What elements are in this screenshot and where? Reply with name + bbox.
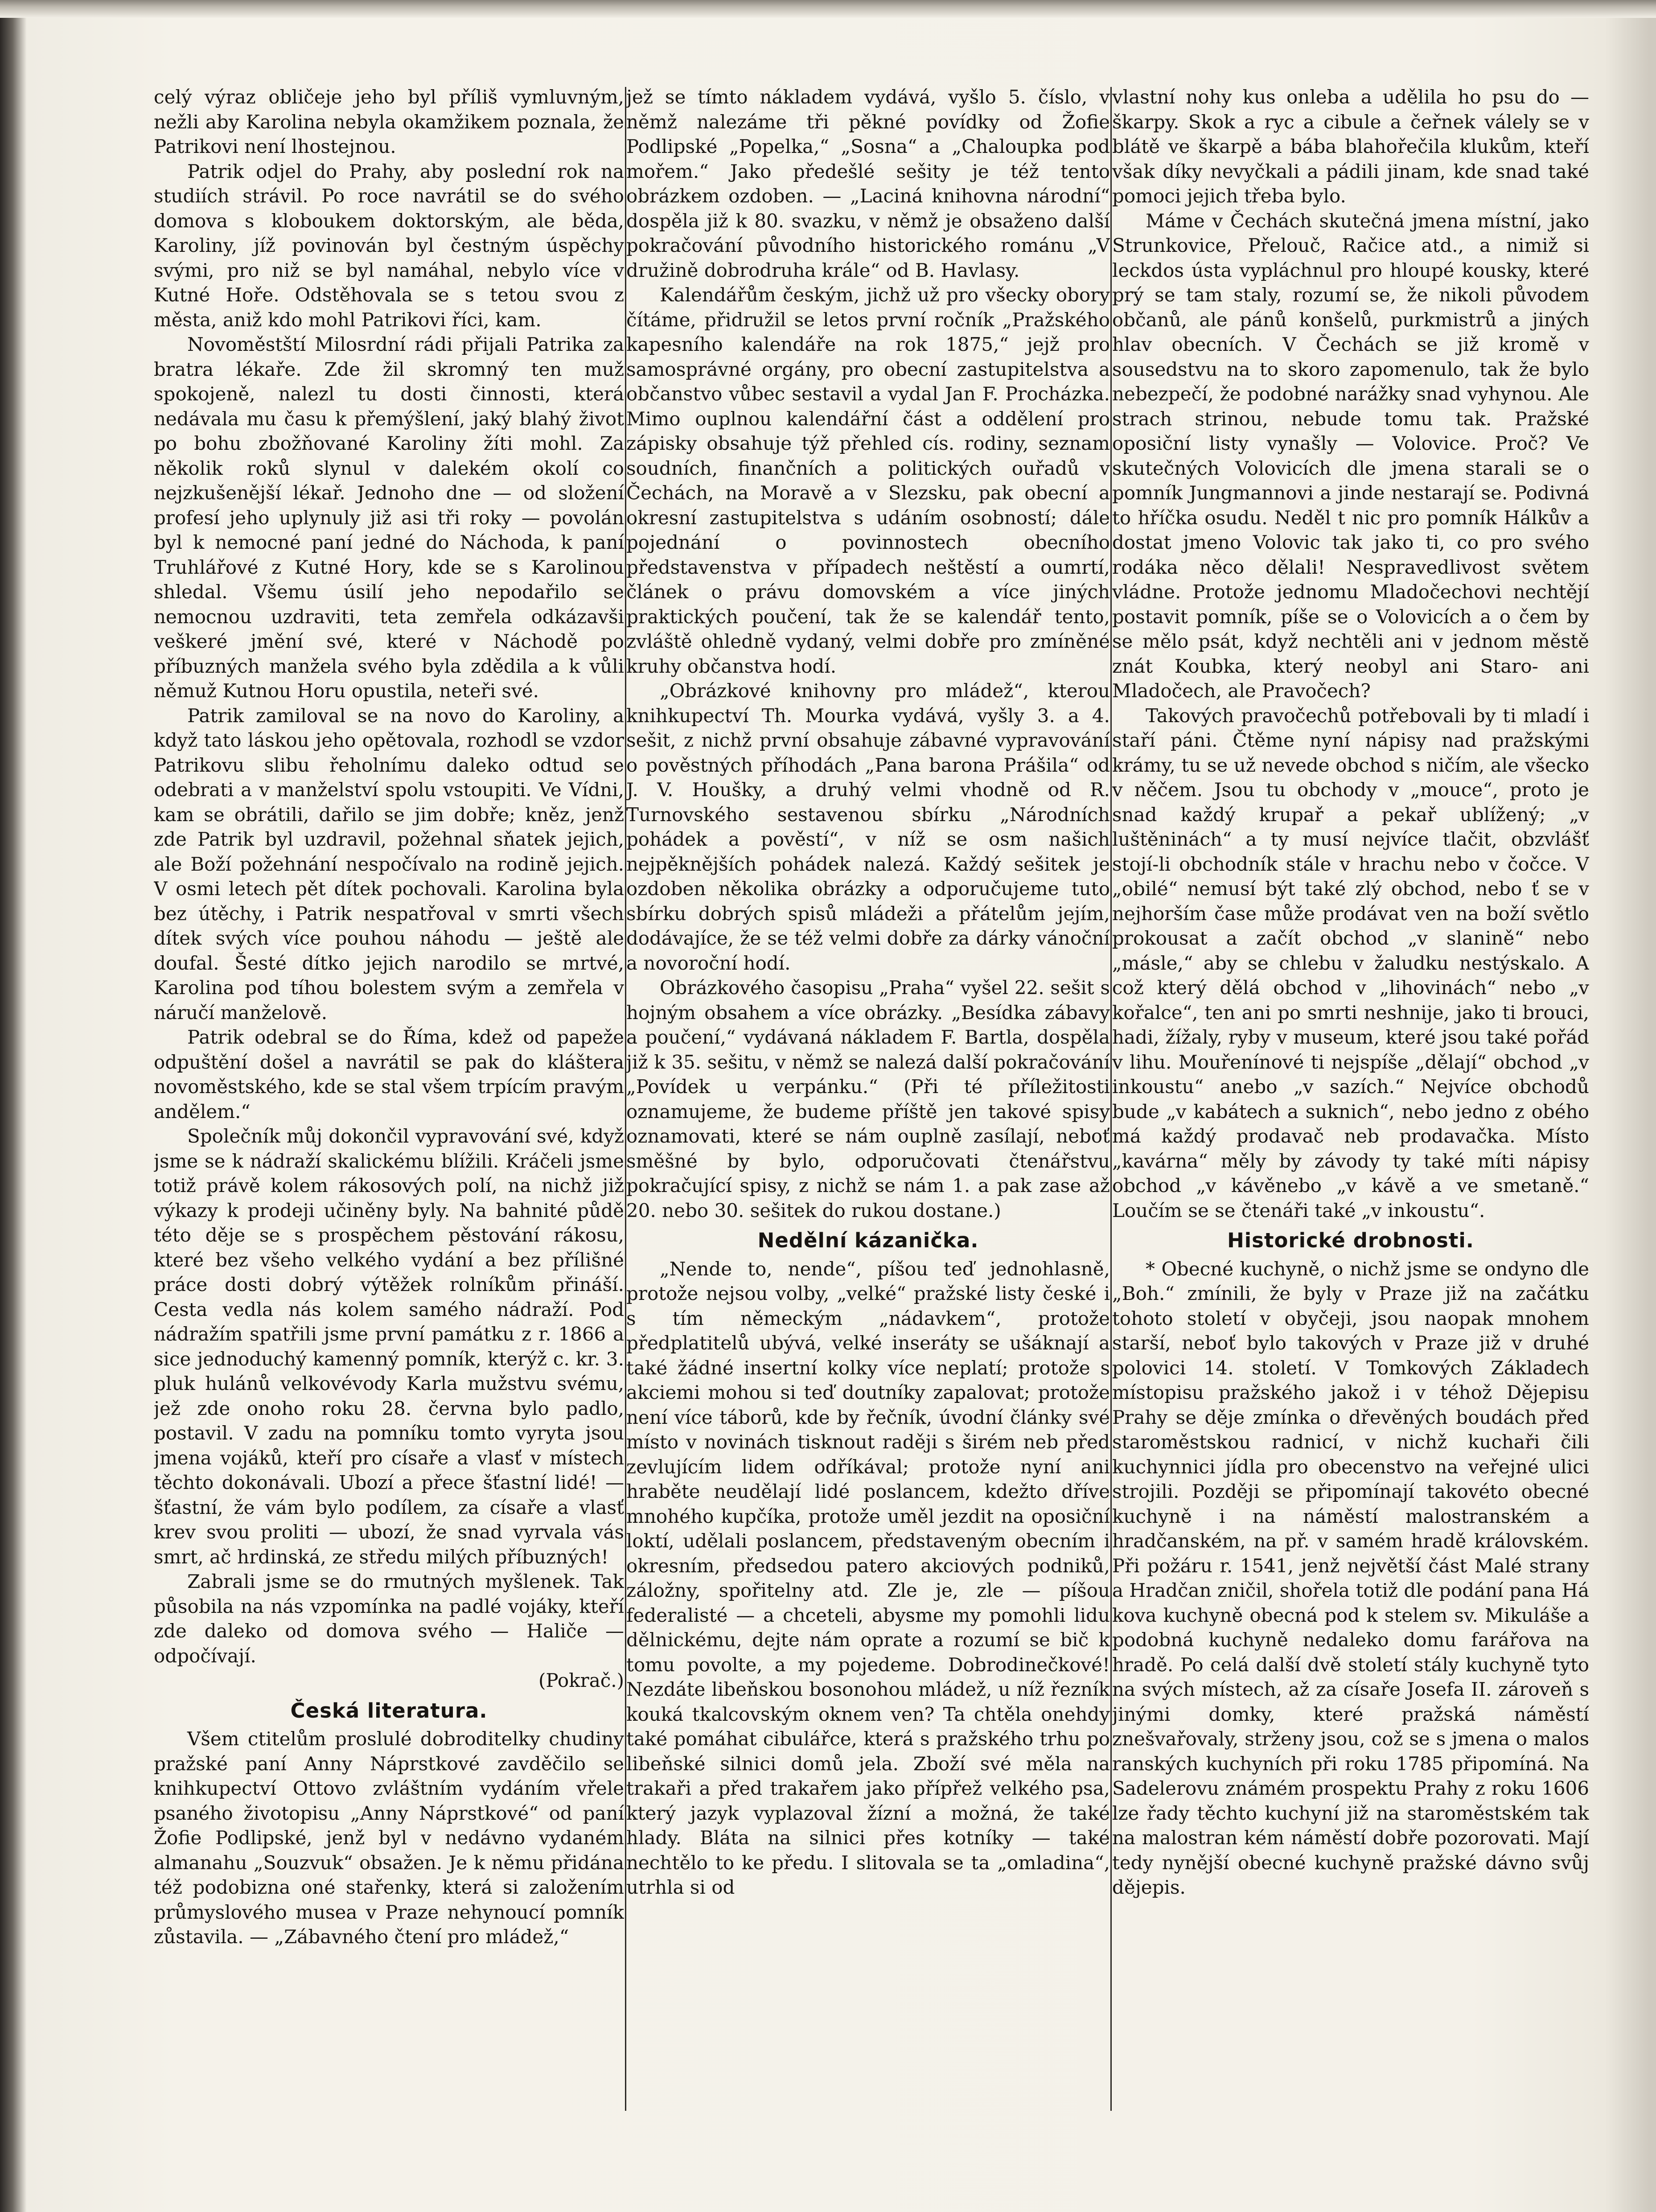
section-heading-ceska-literatura: Česká literatura.: [290, 1698, 488, 1723]
col1-paragraph-3: Novoměstští Milosrdní rádi přijali Patrika za bratra lékaře. Zde žil skromný ten muž spokojeně, nalezl tu dosti činnosti, která nedávala mu času k přemýšlení, jaký blahý život po bohu zbožňované Karoliny žíti mohl. Za několik roků slynul v dalekém okolí co nejzkušenější lékař. Jednoho dne — od složení profesí jeho uplynuly již asi tři roky — povolán byl k nemocné paní jedné do Náchoda, k paní Truhlářové z Kutné Hory, kde se s Karolinou shledal. Všemu úsilí jeho nepodařilo se nemocnou uzdraviti, teta zemřela odkázavši veškeré jmění své, které v Náchodě po příbuzných manžela svého byla zdědila a k vůli němuž Kutnou Horu opustila, neteři své.: [154, 333, 624, 702]
col2-sermon-paragraph-1: „Nende to, nende“, píšou teď jednohlasně, protože nejsou volby, „velké“ pražské listy české i s tím německým „nádavkem“, protože předplatitelů ubývá, velké inseráty se ušáknají a také žádné insertní kolky více neplatí; protože s akciemi mohou si teď doutníky zapalovat; protože není více táborů, kde by řečník, úvodní články své místo v novinách tisknout raději s širém neb před zevlujícím lidem odříkával; protože nyní ani hraběte neudělají lidé poslancem, kdežto dříve mnohého kupčíka, protože uměl jezdit na oposiční loktí, udělali poslancem, představeným obecním i okresním, předsedou patero akciových podniků, záložny, spořitelny atd. Zle je, zle — píšou federalisté — a chceteli, abysme my pomohli lidu dělnickému, dejte nám oprate a rozumí se bič k tomu povolte, a my pojedeme. Dobrodinečkové! Nezdáte libeňskou bosonohou mládež, u níž řezník kouká tkalcovským oknem ven? Ta chtěla onehdy také pomáhat cibulářce, která s pražského trhu po libeňské silnici domů jela. Zboží své měla na trakaři a před trakařem jako přípřež velkého psa, který jazyk vyplazoval žízní a možná, že také hlady. Bláta na silnici přes kotníky — také nechtělo to ke předu. I slitovala se ta „omladina“, utrhla si od: [626, 1258, 1110, 1898]
col1-paragraph-5: Patrik odebral se do Říma, kdež od papeže odpuštění došel a navrátil se pak do kláštera novoměstského, kde se stal všem trpícím pravým andělem.“: [154, 1026, 624, 1122]
page-top-edge: [0, 0, 1656, 18]
col3-paragraph-3: Takových pravočechů potřebovali by ti mladí i staří páni. Čtěme nyní nápisy nad pražskými krámy, tu se už nevede obchod s ničím, ale všecko v něčem. Jsou tu obchody v „mouce“, proto je snad každý krupař a pekař ublížený; „v luštěninách“ a ty musí nejvíce tlačit, obzvlášť stojí-li obchodník stále v hrachu nebo v čočce. V „obilé“ nemusí být také zlý obchod, nebo ť se v nejhorším čase může prodávat ven na boží světlo prokousat a začít obchod „v slanině“ nebo „másle,“ aby se chlebu v žaludku nestýskalo. A což který dělá obchod v „lihovinách“ nebo „v kořalce“, ten ani po smrti neshnije, jako ti brouci, hadi, žížaly, ryby v museum, které jsou také pořád v lihu. Mouřenínové ti nejspíše „dělají“ obchod „v inkoustu“ anebo „v sazích.“ Nejvíce obchodů bude „v kabátech a suknich“, nebo jedno z obého má každý prodavač neb prodavačka. Místo „kavárna“ měly by závody ty také míti nápisy obchod „v kávěnebo „v kávě a ve smetaně.“ Loučím se se čtenáři také „v inkoustu“.: [1112, 704, 1589, 1221]
col1-paragraph-7: Zabrali jsme se do rmutných myšlenek. Tak působila na nás vzpomínka na padlé vojáky, kteří zde daleko od domova svého — Haliče — odpočívají.: [154, 1571, 624, 1667]
col1-paragraph-1: celý výraz obličeje jeho byl příliš vymluvným, nežli aby Karolina nebyla okamžikem poznala, že Patrikovi není lhostejnou.: [154, 86, 624, 157]
column-rule-2: [1110, 87, 1112, 2111]
col1-paragraph-4: Patrik zamiloval se na novo do Karoliny, a když tato láskou jeho opětovala, rozhodl se vzdor Patrikovu slibu řeholnímu daleko odtud se odebrati a v manželství spolu vstoupiti. Ve Vídni, kam se obrátili, dařilo se jim dobře; kněz, jenž zde Patrik byl uzdravil, požehnal sňatek jejich, ale Boží požehnání nespočívalo na rodině jejich. V osmi letech pět dítek pochovali. Karolina byla bez útěchy, i Patrik nespatřoval v smrti všech dítek svých více pouhou náhodu — ještě ale doufal. Šesté dítko jejich narodilo se mrtvé, Karolina pod tíhou bolestem svým a zemřela v náručí manželově.: [154, 704, 624, 1024]
col1-paragraph-2: Patrik odjel do Prahy, aby poslední rok na studiích strávil. Po roce navrátil se do svého domova s kloboukem doktorským, ale běda, Karoliny, jíž povinován byl čestným úspěchy svými, pro niž se byl namáhal, nebylo více v Kutné Hoře. Odstěhovala se s tetou svou z města, aniž kdo mohl Patrikovi říci, kam.: [154, 160, 624, 331]
section-heading-nedelni-kazanicka: Nedělní kázanička.: [757, 1229, 979, 1252]
column-2: [626, 85, 1110, 2109]
col3-paragraph-2: Máme v Čechách skutečná jmena místní, jako Strunkovice, Přelouč, Račice atd., a nimiž si leckdos ústa vypláchnul pro hloupé kousky, které prý se tam staly, rozumí se, že nikoli původem občanů, ale pánů konšelů, purkmistrů a jiných hlav obecních. V Čechách se již kromě v sousedstvu na to skoro zapomenulo, tak že bylo nebezpečí, že podobné narážky snad vyhynou. Ale strach strinou, nebude tomu tak. Pražské oposiční listy vynašly — Volovice. Proč? Ve skutečných Volovicích dle jmena starali se o pomník Jungmannovi a jinde nestarají se. Podivná to hříčka osudu. Neděl t nic pro pomník Hálkův a dostat jmeno Volovic tak jako ti, co pro svého rodáka něco dělali! Nespravedlivost světem vládne. Protože jednomu Mladočechovi nechtějí postavit pomník, píše se o Volovicích a o čem by se mělo psát, když nechtěli ani v jednom městě znát Koubka, který neobyl ani Staro- ani Mladočech, ale Pravočech?: [1112, 210, 1589, 702]
section-heading-historicke-drobnosti: Historické drobnosti.: [1227, 1229, 1474, 1252]
col2-paragraph-3: „Obrázkové knihovny pro mládež“, kterou knihkupectví Th. Mourka vydává, vyšly 3. a 4. sešit, z nichž první obsahuje zábavné vypravování o pověstných příhodách „Pana barona Prášila“ od J. V. Houšky, a druhý velmi vhodně od R. Turnovského sestavenou sbírku „Národních pohádek a pověstí“, v níž se osm našich nejpěknějších pohádek nalezá. Každý sešitek je ozdoben několika obrázky a odporučujeme tuto sbírku dobrých spisů mládeži a přátelům jejím, dodávajíce, že se též velmi dobře za dárky vánoční a novoroční hodí.: [626, 680, 1110, 974]
col3-paragraph-1: vlastní nohy kus onleba a udělila ho psu do — škarpy. Skok a ryc a cibule a čeřnek válely se v blátě ve škarpě a bába blahořečila klukům, kteří však díky nevyčkali a pádili jinam, kde snad také pomoci jejich třeba bylo.: [1112, 86, 1589, 207]
col1-literature-paragraph-1: Všem ctitelům proslulé dobroditelky chudiny pražské paní Anny Náprstkové zavděčilo se knihkupectví Ottovo zvláštním vydáním vřele psaného životopisu „Anny Náprstkové“ od paní Žofie Podlipské, jenž byl v nedávno vydaném almanahu „Souzvuk“ obsažen. Je k němu přidána též podobizna oné stařenky, která si založením průmyslového musea v Praze nehynoucí pomník zůstavila. — „Zábavného čtení pro mládež,“: [154, 1728, 624, 1948]
col3-history-paragraph-1: * Obecné kuchyně, o nichž jsme se ondyno dle „Boh.“ zmínili, že byly v Praze již na začátku tohoto století v obyčeji, jsou naopak mnohem starší, neboť bylo takových v Praze již v druhé polovici 14. století. V Tomkových Základech místopisu pražského jakož i v téhož Dějepisu Prahy se děje zmínka o dřevěných boudách před staroměstskou radnicí, v nichž kuchaři čili kuchynnici jídla pro obecenstvo na veřejné ulici strojili. Později se připomínají takovéto obecné kuchyně i na náměstí malostranském a hradčanském, na př. v samém hradě královském. Při požáru r. 1541, jenž největší část Malé strany a Hradčan zničil, shořela totiž dle podání pana Há kova kuchyně obecná pod k stelem sv. Mikuláše a podobná kuchyně nedaleko domu farářova na hradě. Po celá další dvě století stály kuchyně tyto na svých místech, až za císaře Josefa II. zároveň s jinými domky, které pražská náměstí znešvařovaly, strženy jsou, což se s jmena o malos ranských kuchyních při roku 1785 připomíná. Na Sadelerovu známém prospektu Prahy z roku 1606 lze řady těchto kuchyní již na staroměstském tak na malostran kém náměstí dobře pozorovati. Mají tedy nynější obecné kuchyně pražské dávno svůj dějepis.: [1112, 1258, 1589, 1898]
col2-paragraph-2: Kalendářům českým, jichž už pro všecky obory čítáme, přidružil se letos první ročník „Pražského kapesního kalendáře na rok 1875,“ jejž pro samosprávné orgány, pro obecní zastupitelstva a občanstvo vůbec sestavil a vydal Jan F. Procházka. Mimo ouplnou kalendářní část a oddělení pro zápisky obsahuje týž přehled cís. rodiny, seznam soudních, finančních a politických ouřadů v Čechách, na Moravě a v Slezsku, pak obecní a okresní zastupitelstva s udáním osobností; dále pojednání o povinnostech obecního představenstva v případech neštěstí a oumrtí, článek o právu domovském a více jiných praktických poučení, tak že se kalendář tento, zvláště ohledně vydaný, velmi dobře pro zmíněné kruhy občanstva hodí.: [626, 284, 1110, 677]
col2-paragraph-1: jež se tímto nákladem vydává, vyšlo 5. číslo, v němž nalezáme tři pěkné povídky od Žofie Podlipské „Popelka,“ „Sosna“ a „Chaloupka pod mořem.“ Jako předešlé sešity je též tento obrázkem ozdoben. — „Laciná knihovna národní“ dospěla již k 80. svazku, v němž je obsaženo další pokračování původního historického románu „V družině dobrodruha krále“ od B. Havlasy.: [626, 86, 1110, 281]
column-1: [154, 85, 624, 2109]
column-3: [1112, 85, 1589, 2109]
col2-paragraph-4: Obrázkového časopisu „Praha“ vyšel 22. sešit s hojným obsahem a více obrázky. „Besídka zábavy a poučení,“ vydávaná nákladem F. Bartla, dospěla již k 35. sešitu, v němž se nalezá další pokračování „Povídek u verpánku.“ (Při té příležitosti oznamujeme, že budeme příště jen takové spisy oznamovati, které se nám ouplně zasílají, neboť směšné by bylo, odporučovati čtenářstvu pokračující spisy, z nichž se nám 1. a pak zase až 20. nebo 30. sešitek do rukou dostane.): [626, 977, 1110, 1221]
continued-note: (Pokrač.): [538, 1669, 624, 1691]
col1-paragraph-6: Společník můj dokončil vypravování své, když jsme se k nádraží skalickému blížili. Kráčeli jsme totiž právě kolem rákosových polí, na nichž již výkazy k prodeji učiněny byly. Na bahnité půdě této děje se s prospěchem pěstování rákosu, které bez všeho velkého vydání a bez přílišné práce dosti dobrý výtěžek rolníkům přináší. Cesta vedla nás kolem samého nádraží. Pod nádražím spatřili jsme první památku z r. 1866 a sice jednoduchý kamenný pomník, kterýž c. kr. 3. pluk hulánů velkovévody Karla mužstvu svému, jež zde onoho roku 28. června bylo padlo, postavil. V zadu na pomníku tomto vyryta jsou jmena vojáků, kteří pro císaře a vlasť v místech těchto dokonávali. Ubozí a přece šťastní lidé! — šťastní, že vám bylo podílem, za císaře a vlasť krev svou proliti — ubozí, že snad vyrvala vás smrt, ač hrdinská, ze středu milých příbuzných!: [154, 1125, 624, 1568]
